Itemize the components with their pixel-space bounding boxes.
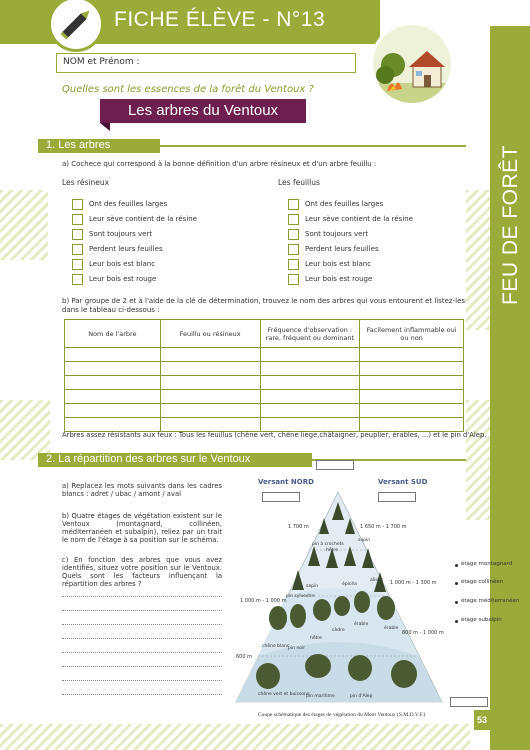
tree-label: hêtre <box>310 636 322 641</box>
legend-mediterraneen: étage méditerranéen <box>461 598 520 604</box>
table-cell[interactable] <box>65 348 161 362</box>
tree-label: pin sylvestre <box>286 594 315 599</box>
hatch-bottom <box>0 724 470 750</box>
altitude-1300: 1 000 m - 1 300 m <box>390 580 437 586</box>
tree-label: alisier <box>370 578 384 583</box>
fire-resistant-note: Arbres assez résistants aux feux : Tous les feuillus (chêne vert, chêne liège,châtaigner, peuplier, érables, ...) et le pin d'Alep. <box>62 431 487 439</box>
house-illustration <box>370 22 454 106</box>
checkbox[interactable] <box>72 274 83 285</box>
table-cell[interactable] <box>65 376 161 390</box>
legend-collineen: étage collinéen <box>461 579 504 585</box>
checkbox[interactable] <box>288 214 299 225</box>
side-band <box>490 0 530 750</box>
section2-instruction-c: c) En fonction des arbres que vous avez identifiés, situez votre position sur le Ventoux. Quels sont les facteurs influençant la répartition des arbres ? <box>62 556 222 588</box>
feuillus-heading: Les feuillus <box>278 178 320 187</box>
answer-line[interactable] <box>62 610 222 611</box>
tree-label: chêne vert et buissons <box>258 692 310 697</box>
option-label: Leur bois est rouge <box>305 275 373 283</box>
altitude-1700: 1 700 m <box>288 524 309 530</box>
section1-instruction-b: b) Par groupe de 2 et à l'aide de la clé de détermination, trouvez le nom des arbres qui vous entourent et listez-les dans le tableau ci-dessous : <box>62 297 466 314</box>
table-cell[interactable] <box>65 390 161 404</box>
answer-line[interactable] <box>62 638 222 639</box>
table-cell[interactable] <box>160 404 260 418</box>
table-cell[interactable] <box>160 390 260 404</box>
banner-tail <box>100 123 110 131</box>
table-cell[interactable] <box>360 348 464 362</box>
table-cell[interactable] <box>260 404 360 418</box>
option-label: Sont toujours vert <box>89 230 153 238</box>
table-cell[interactable] <box>160 348 260 362</box>
option-label: Sont toujours vert <box>305 230 369 238</box>
name-label: NOM et Prénom : <box>63 57 140 67</box>
worksheet-title: FICHE ÉLÈVE - N°13 <box>114 8 326 31</box>
hatch-left-top <box>0 190 48 260</box>
tree-label: chêne blanc <box>262 644 290 649</box>
checkbox[interactable] <box>288 244 299 255</box>
option-label: Perdent leurs feuilles <box>305 245 379 253</box>
tree-label: cèdre <box>332 628 345 633</box>
answer-line[interactable] <box>62 666 222 667</box>
table-cell[interactable] <box>360 418 464 432</box>
hatch-right-low <box>466 400 490 520</box>
side-title <box>496 144 526 306</box>
tree-label: pin d'Alep <box>350 694 373 699</box>
versant-nord: Versant NORD <box>258 478 314 486</box>
legend-bullet <box>455 620 458 623</box>
table-cell[interactable] <box>160 376 260 390</box>
table-cell[interactable] <box>260 348 360 362</box>
checkbox[interactable] <box>72 259 83 270</box>
answer-line[interactable] <box>62 680 222 681</box>
col-header-flammable: Facilement inflammable oui ou non <box>360 320 464 348</box>
checkbox[interactable] <box>288 229 299 240</box>
option-label: Leur sève contient de la résine <box>89 215 198 223</box>
tree-label: érable <box>354 622 369 627</box>
tree-label: épicéa <box>342 582 357 587</box>
table-cell[interactable] <box>65 418 161 432</box>
checkbox[interactable] <box>72 214 83 225</box>
table-cell[interactable] <box>160 418 260 432</box>
checkbox[interactable] <box>288 274 299 285</box>
option-label: Perdent leurs feuilles <box>89 245 163 253</box>
trees-table <box>64 319 464 432</box>
section1-title: 1. Les arbres <box>46 139 111 151</box>
pencil-icon <box>51 0 101 49</box>
side-band-gap <box>490 0 530 26</box>
banner-text: Les arbres du Ventoux <box>127 102 279 119</box>
option-label: Leur sève contient de la résine <box>305 215 414 223</box>
tree-label: pin à crochets <box>312 542 344 547</box>
checkbox[interactable] <box>72 229 83 240</box>
hatch-left-mid <box>0 400 50 460</box>
answer-line[interactable] <box>62 624 222 625</box>
checkbox[interactable] <box>72 244 83 255</box>
table-row <box>65 404 464 418</box>
name-field[interactable] <box>56 53 356 73</box>
pencil-badge <box>48 0 104 52</box>
table-cell[interactable] <box>260 376 360 390</box>
tree-label: hêtre <box>326 548 338 553</box>
tree-label: sapin <box>306 584 319 589</box>
option-label: Leur bois est blanc <box>305 260 372 268</box>
altitude-1000-right: 800 m - 1 000 m <box>402 630 444 636</box>
legend-subalpin: étage subalpin <box>461 617 502 623</box>
table-cell[interactable] <box>160 362 260 376</box>
diagram-caption: Coupe schématique des étages de végétation du Mont Ventoux (S.M.D.V.F.) <box>258 712 426 718</box>
table-row <box>65 376 464 390</box>
tree-label: érable <box>384 626 399 631</box>
legend-bullet <box>455 564 458 567</box>
answer-line[interactable] <box>62 652 222 653</box>
legend-montagnard: étage montagnard <box>461 561 513 567</box>
table-cell[interactable] <box>260 418 360 432</box>
checkbox[interactable] <box>288 199 299 210</box>
table-cell[interactable] <box>65 362 161 376</box>
title-banner <box>100 99 306 123</box>
table-row <box>65 362 464 376</box>
table-cell[interactable] <box>260 390 360 404</box>
section1-header <box>38 139 160 153</box>
answer-line[interactable] <box>62 694 222 695</box>
option-label: Leur bois est rouge <box>89 275 157 283</box>
option-label: Ont des feuilles larges <box>89 200 168 208</box>
altitude-1000-left: 1 000 m - 1 000 m <box>240 598 287 604</box>
house-fire-icon <box>373 25 454 106</box>
option-label: Ont des feuilles larges <box>305 200 384 208</box>
section2-instruction-b: b) Quatre étages de végétation existent sur le Ventoux (montagnard, collinéen, méditerranéen et subalpin), reliez par un trait le nom de l'étage à sa position sur le schéma. <box>62 512 222 544</box>
page-number: 53 <box>474 710 490 730</box>
section1-rule <box>160 145 466 147</box>
side-title-text: FEU DE FORÊT <box>499 144 522 306</box>
table-cell[interactable] <box>360 362 464 376</box>
blank-box-top[interactable] <box>316 460 354 470</box>
table-row <box>65 418 464 432</box>
checkbox[interactable] <box>288 259 299 270</box>
col-header-name: Nom de l'arbre <box>65 320 161 348</box>
tree-label: pin maritime <box>306 694 335 699</box>
versant-sud: Versant SUD <box>378 478 428 486</box>
section2-header <box>38 453 312 467</box>
col-header-frequency: Fréquence d'observation : rare, fréquent ou dominant <box>260 320 360 348</box>
blank-box-bottom[interactable] <box>450 697 488 707</box>
table-cell[interactable] <box>260 362 360 376</box>
legend-bullet <box>455 582 458 585</box>
section2-title: 2. La répartition des arbres sur le Ventoux <box>46 453 251 465</box>
section2-instruction-a: a) Replacez les mots suivants dans les cadres blancs : adret / ubac / amont / aval <box>62 482 222 498</box>
table-cell[interactable] <box>360 390 464 404</box>
table-row <box>65 348 464 362</box>
option-label: Leur bois est blanc <box>89 260 156 268</box>
altitude-600: 600 m <box>236 654 253 660</box>
altitude-1650: 1 650 m - 1 700 m <box>360 524 407 530</box>
legend-bullet <box>455 601 458 604</box>
resineux-heading: Les résineux <box>62 178 110 187</box>
section1-instruction-a: a) Cochece qui correspond à la bonne définition d'un arbre résineux et d'un arbre feuillu : <box>62 160 377 168</box>
table-cell[interactable] <box>360 376 464 390</box>
table-cell[interactable] <box>360 404 464 418</box>
col-header-type: Feuillu ou résineux <box>160 320 260 348</box>
tree-label: sapin <box>358 538 371 543</box>
table-row <box>65 390 464 404</box>
tree-label: pin noir <box>288 646 306 651</box>
checkbox[interactable] <box>72 199 83 210</box>
answer-line[interactable] <box>62 596 222 597</box>
intro-question: Quelles sont les essences de la forêt du Ventoux ? <box>62 84 314 95</box>
table-cell[interactable] <box>65 404 161 418</box>
